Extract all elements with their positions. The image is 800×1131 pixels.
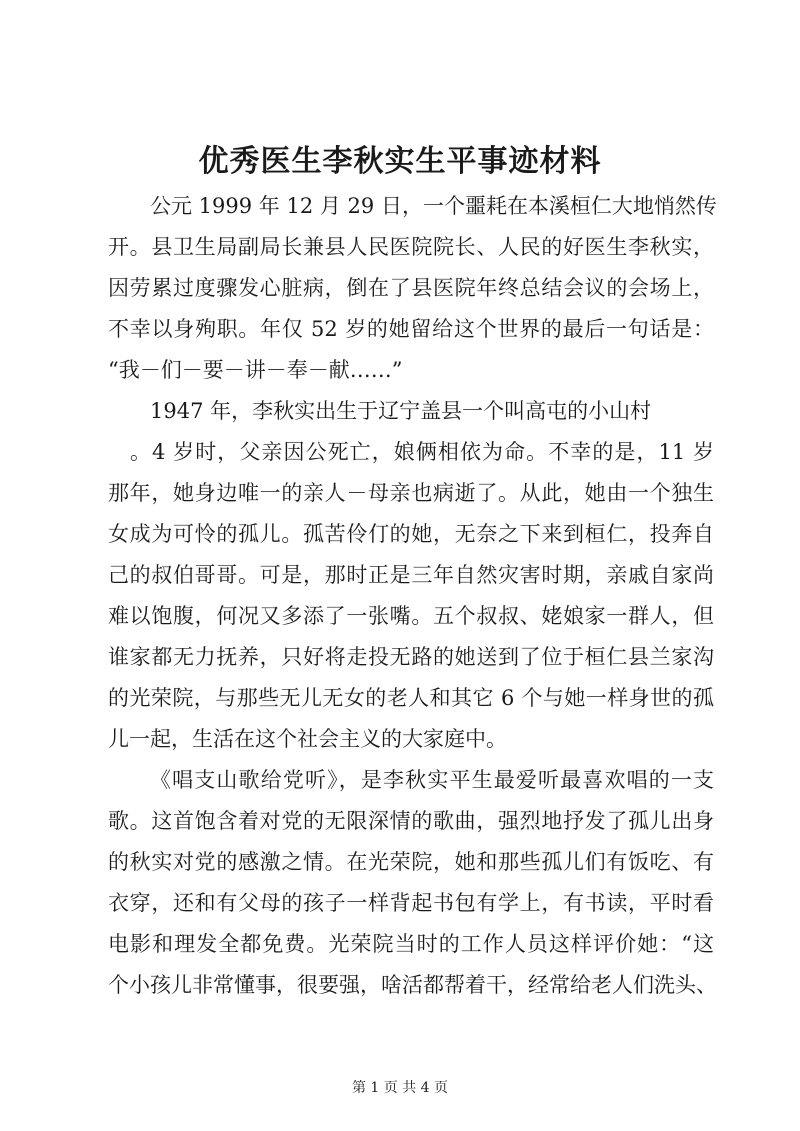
paragraph-line: 开。县卫生局副局长兼县人民医院院长、人民的好医生李秋实， — [108, 235, 714, 259]
paragraph-line: 《唱支山歌给党听》，是李秋实平生最爱听最喜欢唱的一支 — [150, 768, 714, 792]
paragraph-line: 的光荣院，与那些无儿无女的老人和其它 6 个与她一样身世的孤 — [108, 686, 714, 710]
paragraph-line: 己的叔伯哥哥。可是，那时正是三年自然灾害时期，亲戚自家尚 — [108, 563, 714, 587]
paragraph-line: 难以饱腹，何况又多添了一张嘴。五个叔叔、姥娘家一群人，但 — [108, 604, 714, 628]
paragraph-line: 那年，她身边唯一的亲人－母亲也病逝了。从此，她由一个独生 — [108, 481, 714, 505]
page-footer: 第 1 页 共 4 页 — [351, 1080, 449, 1096]
paragraph-line: 不幸以身殉职。年仅 52 岁的她留给这个世界的最后一句话是： — [108, 317, 714, 341]
paragraph-line: 的秋实对党的感激之情。在光荣院，她和那些孤儿们有饭吃、有 — [108, 850, 714, 874]
paragraph-line: 个小孩儿非常懂事，很要强，啥活都帮着干，经常给老人们洗头、 — [108, 973, 717, 997]
paragraph-line: 。4 岁时，父亲因公死亡，娘俩相依为命。不幸的是，11 岁 — [130, 440, 714, 464]
paragraph-line: 儿一起，生活在这个社会主义的大家庭中。 — [108, 727, 507, 751]
paragraph-line: “我－们－要－讲－奉－献……” — [108, 358, 403, 382]
paragraph-line: 公元 1999 年 12 月 29 日，一个噩耗在本溪桓仁大地悄然传 — [150, 194, 717, 218]
paragraph-line: 电影和理发全都免费。光荣院当时的工作人员这样评价她：“这 — [108, 932, 714, 956]
document-body — [108, 186, 717, 1006]
paragraph-line: 歌。这首饱含着对党的无限深情的歌曲，强烈地抒发了孤儿出身 — [108, 809, 714, 833]
paragraph-line: 衣穿，还和有父母的孩子一样背起书包有学上，有书读，平时看 — [108, 891, 714, 915]
document-title: 优秀医生李秋实生平事迹材料 — [198, 144, 602, 179]
paragraph-line: 1947 年，李秋实出生于辽宁盖县一个叫高屯的小山村 — [150, 399, 652, 423]
paragraph-line: 因劳累过度骤发心脏病，倒在了县医院年终总结会议的会场上， — [108, 276, 714, 300]
paragraph-line: 女成为可怜的孤儿。孤苦伶仃的她，无奈之下来到桓仁，投奔自 — [108, 522, 714, 546]
paragraph-line: 谁家都无力抚养，只好将走投无路的她送到了位于桓仁县兰家沟 — [108, 645, 714, 669]
